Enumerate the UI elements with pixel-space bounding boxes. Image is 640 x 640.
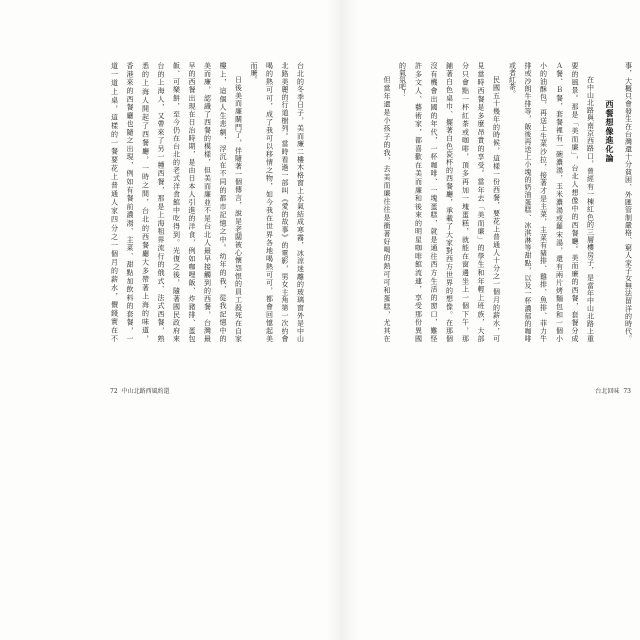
- text-column: 民國五十幾年的時候，這樣一份西餐，要花上普通人十分之一個月的薪水，可: [492, 76, 501, 342]
- page-footer: [595, 388, 631, 396]
- text-column: 喝的熱可可，成了我可以移情之物，如今我在世界各地喝熱可可，都會回憶起美: [265, 62, 274, 342]
- text-column: 而廉。: [250, 62, 258, 83]
- text-column: 排或沙朗牛排等，飯後再送上小塊的奶油蛋糕、冰淇淋等甜點，以及一杯濃郁的咖啡: [524, 62, 532, 342]
- text-column: 台北的冬季日子，美而廉二樓木格窗上水氣結成寒霧，冰涼迷離的玻璃窗外是中山: [296, 62, 305, 342]
- running-title: 台北回味: [595, 388, 620, 395]
- text-column: 事，大概只會發生在台灣還十分貧困、外匯管制嚴格、窮人家子女無法留洋的時代。: [624, 62, 633, 342]
- text-column: 台的上海人，又帶來了另一種西餐，那是上海租界流行的俄式、法式西餐，熟: [157, 62, 165, 342]
- text-column: 分只會點一杯紅茶或咖啡，頂多再加一塊蛋糕，就能在窗邊坐上一個下午，那: [461, 62, 470, 342]
- text-column: 美而廉，認識了西餐的模樣，但美而廉並不是台北人最早接觸到的西餐，台灣最: [203, 62, 212, 342]
- text-column: 道一道上桌，這樣的一餐要花上普通人家四分之一個月的薪水，價錢實在不: [110, 62, 119, 342]
- page-number: 72: [110, 388, 118, 395]
- text-column: 北路美麗的行道樹列。當時看過一部叫《愛的故事》的電影，男女主角第一次約會: [281, 62, 289, 342]
- text-column: 許多文人、藝術家，都喜歡在美而廉和後來的明星咖啡館流連，享受那份異國: [414, 62, 423, 342]
- text-column: 或者紅茶。: [508, 62, 517, 97]
- text-column: 在中山北路與南京西路口，曾經有一棟紅色的三層樓房子，是當年中山北路上重: [586, 76, 595, 342]
- text-column: 早的西餐出現在日治時期，是由日本人引進的洋食，例如咖哩飯、炸豬排、蛋包: [188, 62, 196, 342]
- section-heading: 西餐想像進化論: [605, 100, 614, 163]
- text-column: 的氣氛吧！: [398, 62, 407, 97]
- running-title: 中山北路西風約還: [121, 388, 170, 395]
- text-column: 但當年還是小孩子的我，去美而廉往往是衝著好喝的熱可可和蛋糕，尤其在: [383, 76, 391, 342]
- page-footer: [110, 388, 170, 396]
- text-column: 要的風景。那是「美而廉」，台北人想像中的西餐廳。美而廉的西餐，套餐分成: [571, 62, 579, 342]
- text-column: 鋪著白色桌巾、擺著白色瓷杯的西餐廳，承載了大家對西方世界的想像。在那個: [445, 62, 454, 342]
- text-column: 小的油酥包，再送上生菜沙拉，接著才是主菜，主菜有豬排、雞排、魚排、菲力牛: [539, 62, 548, 342]
- text-column: 日後美而廉關門了，伴隨著一個傳言，說是老闆被心懷怨恨的員工殺死在自家: [234, 76, 243, 342]
- text-column: 飯、可樂餅，至今仍在台北的老式洋食館中吃得到。光復之後，隨著國民政府來: [172, 62, 181, 342]
- right-page: [340, 0, 640, 640]
- text-column: 悉的上海人開起了西餐廳，一時之間，台北的西餐廳大多帶著上海的味道，: [141, 62, 150, 342]
- text-column: 樓上，這個人生悲劇，浮沉在不同的都市記憶之中。幼年的我，從我記憶中的: [219, 62, 227, 342]
- page-number: 73: [623, 388, 631, 395]
- text-column: 見當時西餐是多麼昂貴的享受。當年去「美而廉」的學生和年輕上班族，大部: [477, 62, 485, 342]
- text-column: Ａ餐、Ｂ餐，套餐裡有一碗濃湯，玉米濃湯或羅宋湯，還有兩片烤麵包和一個小: [555, 62, 564, 342]
- text-column: 沒有機會出國的年代，一杯咖啡、一塊蛋糕，就是通往西方生活的窗口，難怪: [430, 62, 438, 342]
- text-column: 香港來的西餐廳也隨之出現，例如有餐前濃湯、主菜、甜點加飲料的套餐，一: [126, 62, 134, 342]
